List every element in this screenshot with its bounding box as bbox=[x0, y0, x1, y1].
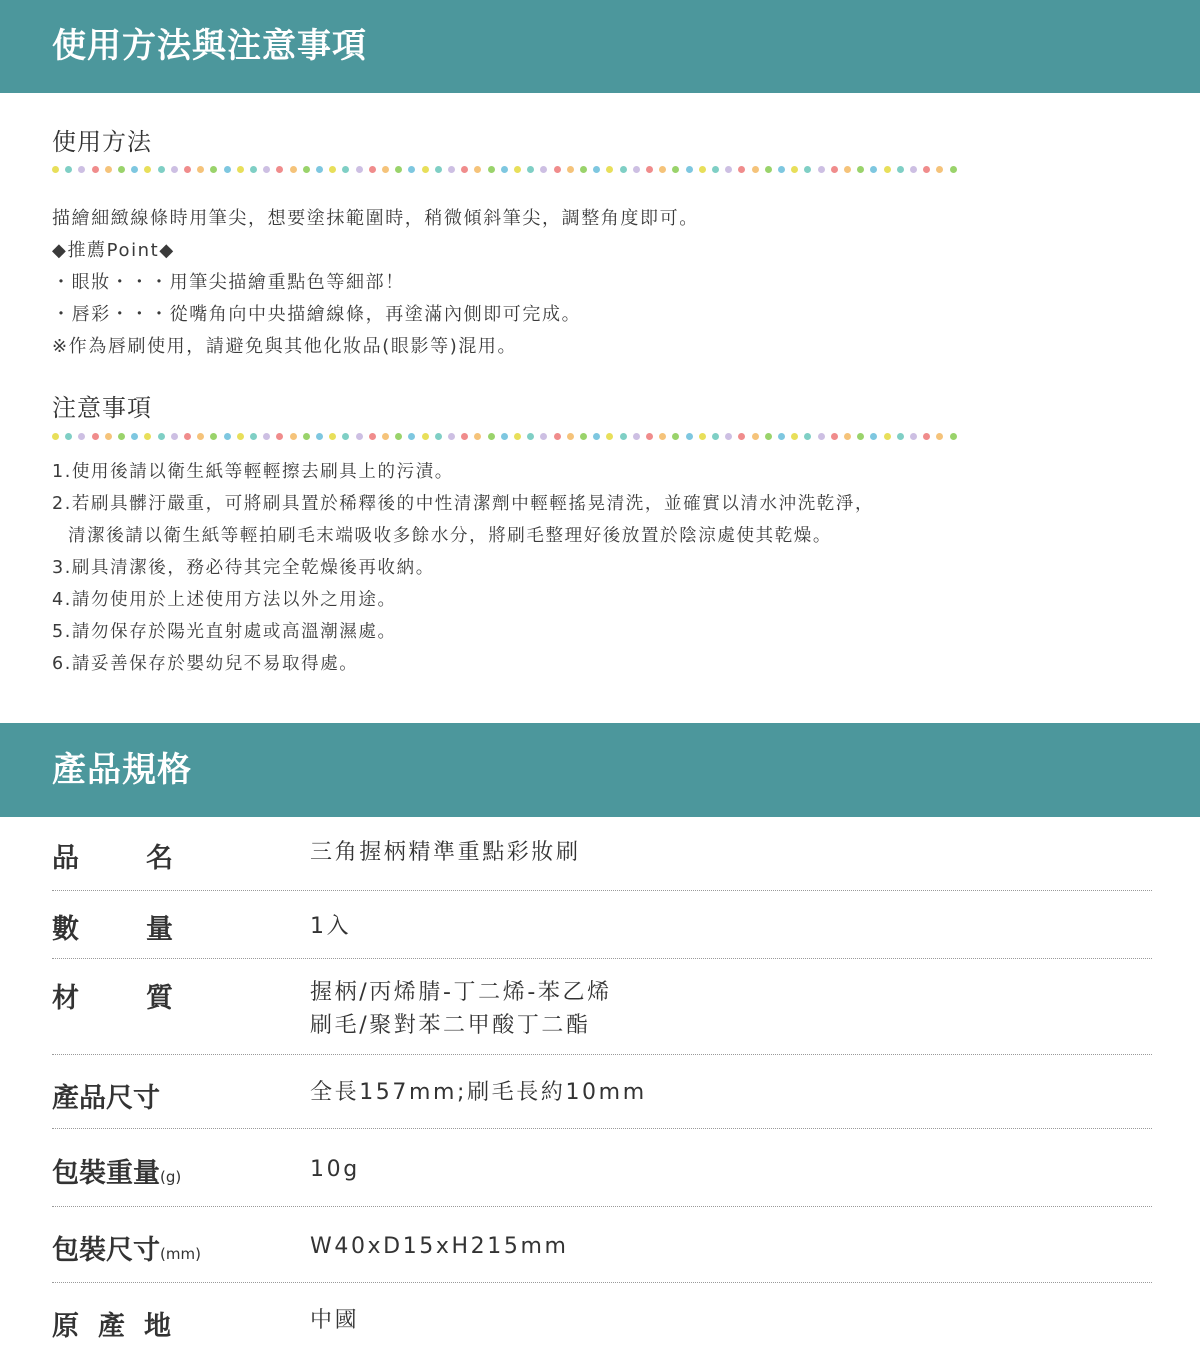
divider-dot bbox=[646, 433, 653, 440]
divider-dot bbox=[804, 166, 811, 173]
usage-line: ・眼妝・・・用筆尖描繪重點色等細部！ bbox=[52, 272, 405, 293]
divider-dot bbox=[435, 166, 442, 173]
divider-dot bbox=[131, 166, 138, 173]
label-unit: (g) bbox=[160, 1168, 182, 1186]
row-divider bbox=[52, 1054, 1152, 1055]
divider-dot bbox=[659, 166, 666, 173]
divider-dot bbox=[884, 166, 891, 173]
usage-line: ◆推薦Point◆ bbox=[52, 240, 175, 261]
spec-banner: 產品規格 bbox=[0, 723, 1200, 817]
caution-line: 6.請妥善保存於嬰幼兒不易取得處。 bbox=[52, 654, 359, 674]
divider-dot bbox=[897, 166, 904, 173]
divider-dot bbox=[488, 433, 495, 440]
spec-row-package-size bbox=[52, 1228, 1152, 1268]
divider-dot bbox=[171, 166, 178, 173]
divider-dot bbox=[554, 166, 561, 173]
divider-dot bbox=[290, 166, 297, 173]
spec-label-package-size bbox=[52, 1228, 201, 1267]
divider-dot bbox=[52, 166, 59, 173]
divider-dot bbox=[263, 166, 270, 173]
divider-dot bbox=[923, 433, 930, 440]
divider-dot bbox=[593, 433, 600, 440]
label-char: 量 bbox=[146, 914, 173, 945]
divider-dot bbox=[567, 433, 574, 440]
label-char: 名 bbox=[146, 843, 173, 874]
divider-dot bbox=[580, 433, 587, 440]
divider-dot bbox=[118, 433, 125, 440]
row-divider bbox=[52, 1128, 1152, 1129]
divider-dot bbox=[105, 433, 112, 440]
usage-line: ・唇彩・・・從嘴角向中央描繪線條，再塗滿內側即可完成。 bbox=[52, 304, 582, 325]
usage-banner: 使用方法與注意事項 bbox=[0, 0, 1200, 93]
divider-dot bbox=[870, 433, 877, 440]
spec-label-quantity bbox=[52, 907, 182, 943]
spec-row-name bbox=[52, 836, 1152, 876]
divider-dot bbox=[633, 433, 640, 440]
spec-label-weight bbox=[52, 1151, 181, 1190]
divider-dot bbox=[329, 166, 336, 173]
divider-dot bbox=[699, 433, 706, 440]
divider-dot bbox=[567, 166, 574, 173]
divider-dot bbox=[923, 166, 930, 173]
divider-dot bbox=[118, 166, 125, 173]
cautions-text bbox=[52, 456, 874, 680]
spec-row-size bbox=[52, 1076, 1152, 1116]
spec-row-weight bbox=[52, 1151, 1152, 1191]
divider-dot bbox=[303, 166, 310, 173]
divider-dot bbox=[936, 433, 943, 440]
divider-dot bbox=[765, 433, 772, 440]
divider-dot bbox=[540, 166, 547, 173]
spec-label-origin bbox=[52, 1304, 182, 1340]
divider-dot bbox=[224, 433, 231, 440]
divider-dot bbox=[620, 166, 627, 173]
divider-dot bbox=[672, 166, 679, 173]
divider-dot bbox=[65, 433, 72, 440]
spec-label-name bbox=[52, 836, 182, 872]
usage-title: 使用方法 bbox=[52, 128, 152, 156]
divider-dot bbox=[804, 433, 811, 440]
caution-line: 2.若刷具髒汙嚴重，可將刷具置於稀釋後的中性清潔劑中輕輕搖晃清洗，並確實以清水沖洗乾淨， bbox=[52, 494, 875, 514]
spec-value-quantity: 1入 bbox=[310, 914, 352, 939]
divider-dot bbox=[52, 433, 59, 440]
row-divider bbox=[52, 1282, 1152, 1283]
divider-dot bbox=[501, 433, 508, 440]
divider-dot bbox=[897, 433, 904, 440]
divider-dot bbox=[171, 433, 178, 440]
divider-dot bbox=[633, 166, 640, 173]
divider-dot bbox=[818, 433, 825, 440]
spec-row-quantity bbox=[52, 907, 1152, 947]
divider-dot bbox=[791, 166, 798, 173]
divider-dot bbox=[831, 433, 838, 440]
divider-dot bbox=[474, 166, 481, 173]
spec-value-package-size: W40xD15xH215mm bbox=[310, 1234, 569, 1259]
caution-line: 清潔後請以衛生紙等輕拍刷毛末端吸收多餘水分，將刷毛整理好後放置於陰涼處使其乾燥。 bbox=[68, 526, 832, 546]
divider-dot bbox=[290, 433, 297, 440]
caution-line: 4.請勿使用於上述使用方法以外之用途。 bbox=[52, 590, 397, 610]
caution-line: 3.刷具清潔後，務必待其完全乾燥後再收納。 bbox=[52, 558, 435, 578]
divider-dot bbox=[448, 433, 455, 440]
divider-dot bbox=[78, 166, 85, 173]
divider-dot bbox=[316, 433, 323, 440]
divider-dot bbox=[342, 166, 349, 173]
divider-dot bbox=[765, 166, 772, 173]
label-text: 包裝重量 bbox=[52, 1158, 160, 1189]
divider-dot bbox=[237, 433, 244, 440]
divider-dot bbox=[831, 166, 838, 173]
divider-dot bbox=[620, 433, 627, 440]
label-char: 材 bbox=[52, 983, 79, 1014]
divider-dot bbox=[303, 433, 310, 440]
divider-dot bbox=[158, 433, 165, 440]
divider-dot bbox=[778, 433, 785, 440]
divider-dot bbox=[224, 166, 231, 173]
divider-dot bbox=[527, 433, 534, 440]
caution-line: 5.請勿保存於陽光直射處或高溫潮濕處。 bbox=[52, 622, 397, 642]
divider-dot bbox=[276, 433, 283, 440]
divider-dot bbox=[92, 166, 99, 173]
divider-dot bbox=[752, 433, 759, 440]
dotted-divider bbox=[52, 166, 952, 174]
divider-dot bbox=[593, 166, 600, 173]
spec-row-material bbox=[52, 976, 1152, 1046]
divider-dot bbox=[778, 166, 785, 173]
divider-dot bbox=[950, 166, 957, 173]
divider-dot bbox=[316, 166, 323, 173]
divider-dot bbox=[92, 433, 99, 440]
row-divider bbox=[52, 890, 1152, 891]
divider-dot bbox=[131, 433, 138, 440]
divider-dot bbox=[844, 433, 851, 440]
divider-dot bbox=[78, 433, 85, 440]
spec-value-weight: 10g bbox=[310, 1157, 360, 1182]
divider-dot bbox=[870, 166, 877, 173]
dotted-divider bbox=[52, 433, 952, 441]
divider-dot bbox=[356, 166, 363, 173]
divider-dot bbox=[250, 166, 257, 173]
usage-line: 描繪細緻線條時用筆尖，想要塗抹範圍時，稍微傾斜筆尖，調整角度即可。 bbox=[52, 208, 699, 229]
divider-dot bbox=[184, 166, 191, 173]
divider-dot bbox=[461, 433, 468, 440]
divider-dot bbox=[197, 433, 204, 440]
divider-dot bbox=[382, 166, 389, 173]
spec-label-size: 產品尺寸 bbox=[52, 1083, 160, 1114]
divider-dot bbox=[369, 433, 376, 440]
divider-dot bbox=[646, 166, 653, 173]
divider-dot bbox=[580, 166, 587, 173]
divider-dot bbox=[263, 433, 270, 440]
divider-dot bbox=[527, 166, 534, 173]
divider-dot bbox=[65, 166, 72, 173]
divider-dot bbox=[606, 433, 613, 440]
divider-dot bbox=[672, 433, 679, 440]
divider-dot bbox=[540, 433, 547, 440]
divider-dot bbox=[686, 433, 693, 440]
divider-dot bbox=[606, 166, 613, 173]
spec-value-size: 全長157mm;刷毛長約10mm bbox=[310, 1080, 647, 1105]
divider-dot bbox=[791, 433, 798, 440]
divider-dot bbox=[356, 433, 363, 440]
label-unit: (mm) bbox=[160, 1245, 201, 1263]
row-divider bbox=[52, 958, 1152, 959]
divider-dot bbox=[884, 433, 891, 440]
label-char: 數 bbox=[52, 914, 79, 945]
divider-dot bbox=[752, 166, 759, 173]
divider-dot bbox=[857, 433, 864, 440]
spec-value-name: 三角握柄精準重點彩妝刷 bbox=[310, 840, 581, 865]
label-char: 地 bbox=[144, 1311, 171, 1342]
divider-dot bbox=[857, 166, 864, 173]
divider-dot bbox=[461, 166, 468, 173]
divider-dot bbox=[369, 166, 376, 173]
divider-dot bbox=[738, 166, 745, 173]
divider-dot bbox=[514, 433, 521, 440]
divider-dot bbox=[488, 166, 495, 173]
divider-dot bbox=[237, 166, 244, 173]
divider-dot bbox=[514, 166, 521, 173]
divider-dot bbox=[712, 433, 719, 440]
spec-row-origin bbox=[52, 1304, 1152, 1344]
divider-dot bbox=[144, 166, 151, 173]
divider-dot bbox=[725, 433, 732, 440]
spec-label-material bbox=[52, 976, 182, 1012]
spec-value-material-handle: 握柄/丙烯腈-丁二烯-苯乙烯 bbox=[310, 980, 612, 1005]
row-divider bbox=[52, 1206, 1152, 1207]
cautions-title: 注意事項 bbox=[52, 394, 152, 422]
divider-dot bbox=[105, 166, 112, 173]
divider-dot bbox=[725, 166, 732, 173]
divider-dot bbox=[554, 433, 561, 440]
divider-dot bbox=[158, 166, 165, 173]
divider-dot bbox=[699, 166, 706, 173]
divider-dot bbox=[818, 166, 825, 173]
divider-dot bbox=[197, 166, 204, 173]
label-char: 質 bbox=[146, 983, 173, 1014]
divider-dot bbox=[250, 433, 257, 440]
divider-dot bbox=[382, 433, 389, 440]
divider-dot bbox=[184, 433, 191, 440]
label-text: 包裝尺寸 bbox=[52, 1235, 160, 1266]
caution-line: 1.使用後請以衛生紙等輕輕擦去刷具上的污漬。 bbox=[52, 462, 454, 482]
divider-dot bbox=[712, 166, 719, 173]
divider-dot bbox=[144, 433, 151, 440]
divider-dot bbox=[844, 166, 851, 173]
divider-dot bbox=[474, 433, 481, 440]
label-char: 原 bbox=[52, 1311, 79, 1342]
divider-dot bbox=[738, 433, 745, 440]
divider-dot bbox=[910, 433, 917, 440]
divider-dot bbox=[686, 166, 693, 173]
divider-dot bbox=[936, 166, 943, 173]
label-char: 品 bbox=[52, 843, 79, 874]
label-char: 產 bbox=[98, 1311, 125, 1342]
spec-value-material-bristle: 刷毛/聚對苯二甲酸丁二酯 bbox=[310, 1013, 591, 1038]
divider-dot bbox=[342, 433, 349, 440]
divider-dot bbox=[501, 166, 508, 173]
divider-dot bbox=[422, 166, 429, 173]
divider-dot bbox=[329, 433, 336, 440]
divider-dot bbox=[395, 433, 402, 440]
usage-line: ※作為唇刷使用，請避免與其他化妝品(眼影等)混用。 bbox=[52, 336, 518, 357]
divider-dot bbox=[395, 166, 402, 173]
divider-dot bbox=[950, 433, 957, 440]
divider-dot bbox=[210, 433, 217, 440]
divider-dot bbox=[910, 166, 917, 173]
usage-text bbox=[52, 203, 699, 363]
divider-dot bbox=[448, 166, 455, 173]
divider-dot bbox=[408, 433, 415, 440]
divider-dot bbox=[435, 433, 442, 440]
divider-dot bbox=[408, 166, 415, 173]
divider-dot bbox=[422, 433, 429, 440]
spec-value-origin: 中國 bbox=[310, 1308, 360, 1333]
divider-dot bbox=[210, 166, 217, 173]
divider-dot bbox=[276, 166, 283, 173]
divider-dot bbox=[659, 433, 666, 440]
